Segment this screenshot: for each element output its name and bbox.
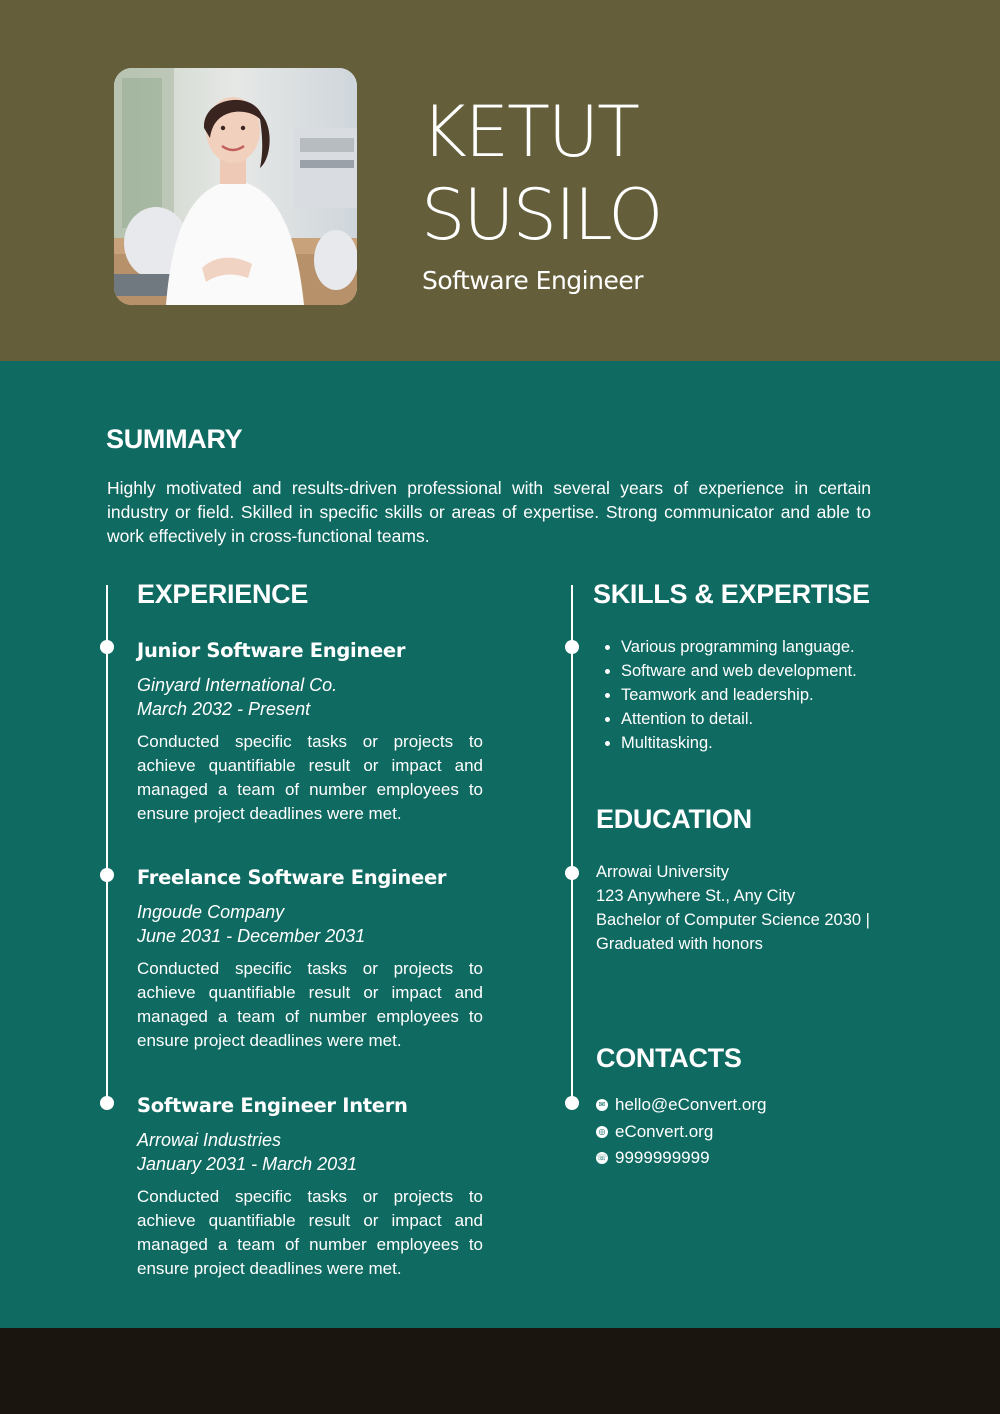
timeline-dot xyxy=(100,868,114,882)
skill-item: • Various programming language. xyxy=(621,635,857,659)
job-role: Junior Software Engineer xyxy=(137,639,406,662)
job-title: Software Engineer xyxy=(422,266,643,295)
globe-icon: ◎ xyxy=(596,1126,608,1138)
contact-website-text[interactable]: eConvert.org xyxy=(615,1121,714,1141)
profile-photo-image xyxy=(114,68,357,305)
education-school: Arrowai University xyxy=(596,863,729,881)
phone-icon: ☏ xyxy=(596,1153,607,1163)
job-company: Arrowai Industries xyxy=(137,1130,282,1150)
job-company: Ingoude Company xyxy=(137,902,285,922)
header-banner xyxy=(0,0,1000,361)
summary-title: SUMMARY xyxy=(106,424,243,454)
contact-phone-text[interactable]: 9999999999 xyxy=(615,1148,710,1168)
skills-title: SKILLS & EXPERTISE xyxy=(593,579,870,609)
last-name: SUSILO xyxy=(421,174,662,256)
timeline-dot xyxy=(100,1096,114,1110)
education-degree: Bachelor of Computer Science 2030 | xyxy=(596,911,870,929)
job-company: Ginyard International Co. xyxy=(137,675,338,695)
timeline-dot xyxy=(565,640,579,654)
footer-band xyxy=(0,1328,1000,1414)
timeline-dot xyxy=(100,640,114,654)
education-address: 123 Anywhere St., Any City xyxy=(596,887,796,905)
skill-item: • Software and web development. xyxy=(621,659,857,683)
contacts-title: CONTACTS xyxy=(596,1043,742,1073)
job-role: Freelance Software Engineer xyxy=(137,866,447,889)
skill-item: • Multitasking. xyxy=(621,731,857,755)
experience-item xyxy=(137,1094,483,1281)
envelope-icon: ✉ xyxy=(596,1099,608,1111)
experience-title: EXPERIENCE xyxy=(137,579,309,609)
job-dates: March 2032 - Present xyxy=(137,699,311,719)
summary-text: Highly motivated and results-driven professional with several years of experience in certain industry or field. Skilled in specific skills or areas of expertise. Strong communicator and able to work effectively in cross-functional teams. xyxy=(107,478,871,546)
job-dates: June 2031 - December 2031 xyxy=(137,926,366,946)
experience-item xyxy=(137,639,483,826)
education-details xyxy=(596,860,936,956)
job-dates: January 2031 - March 2031 xyxy=(137,1154,358,1174)
contacts-list xyxy=(596,1092,766,1172)
contact-phone[interactable] xyxy=(596,1145,766,1172)
experience-timeline xyxy=(106,585,108,1108)
right-timeline xyxy=(571,585,573,1105)
job-role: Software Engineer Intern xyxy=(137,1094,408,1117)
contact-website[interactable] xyxy=(596,1119,766,1146)
profile-photo xyxy=(114,68,357,305)
timeline-dot xyxy=(565,866,579,880)
experience-item xyxy=(137,866,483,1053)
first-name: KETUT xyxy=(421,91,638,173)
skills-list xyxy=(604,635,857,755)
job-description: Conducted specific tasks or projects to achieve quantifiable result or impact and managed a team of number employees to ensure project deadlines were met. xyxy=(137,732,483,823)
timeline-dot xyxy=(565,1096,579,1110)
contact-email-text[interactable]: hello@eConvert.org xyxy=(615,1095,767,1115)
contact-email[interactable] xyxy=(596,1092,766,1119)
education-honors: Graduated with honors xyxy=(596,935,763,953)
education-title: EDUCATION xyxy=(596,804,752,834)
job-description: Conducted specific tasks or projects to achieve quantifiable result or impact and managed a team of number employees to ensure project deadlines were met. xyxy=(137,959,483,1050)
job-description: Conducted specific tasks or projects to achieve quantifiable result or impact and managed a team of number employees to ensure project deadlines were met. xyxy=(137,1187,483,1278)
skill-item: • Attention to detail. xyxy=(621,707,857,731)
skill-item: • Teamwork and leadership. xyxy=(621,683,857,707)
